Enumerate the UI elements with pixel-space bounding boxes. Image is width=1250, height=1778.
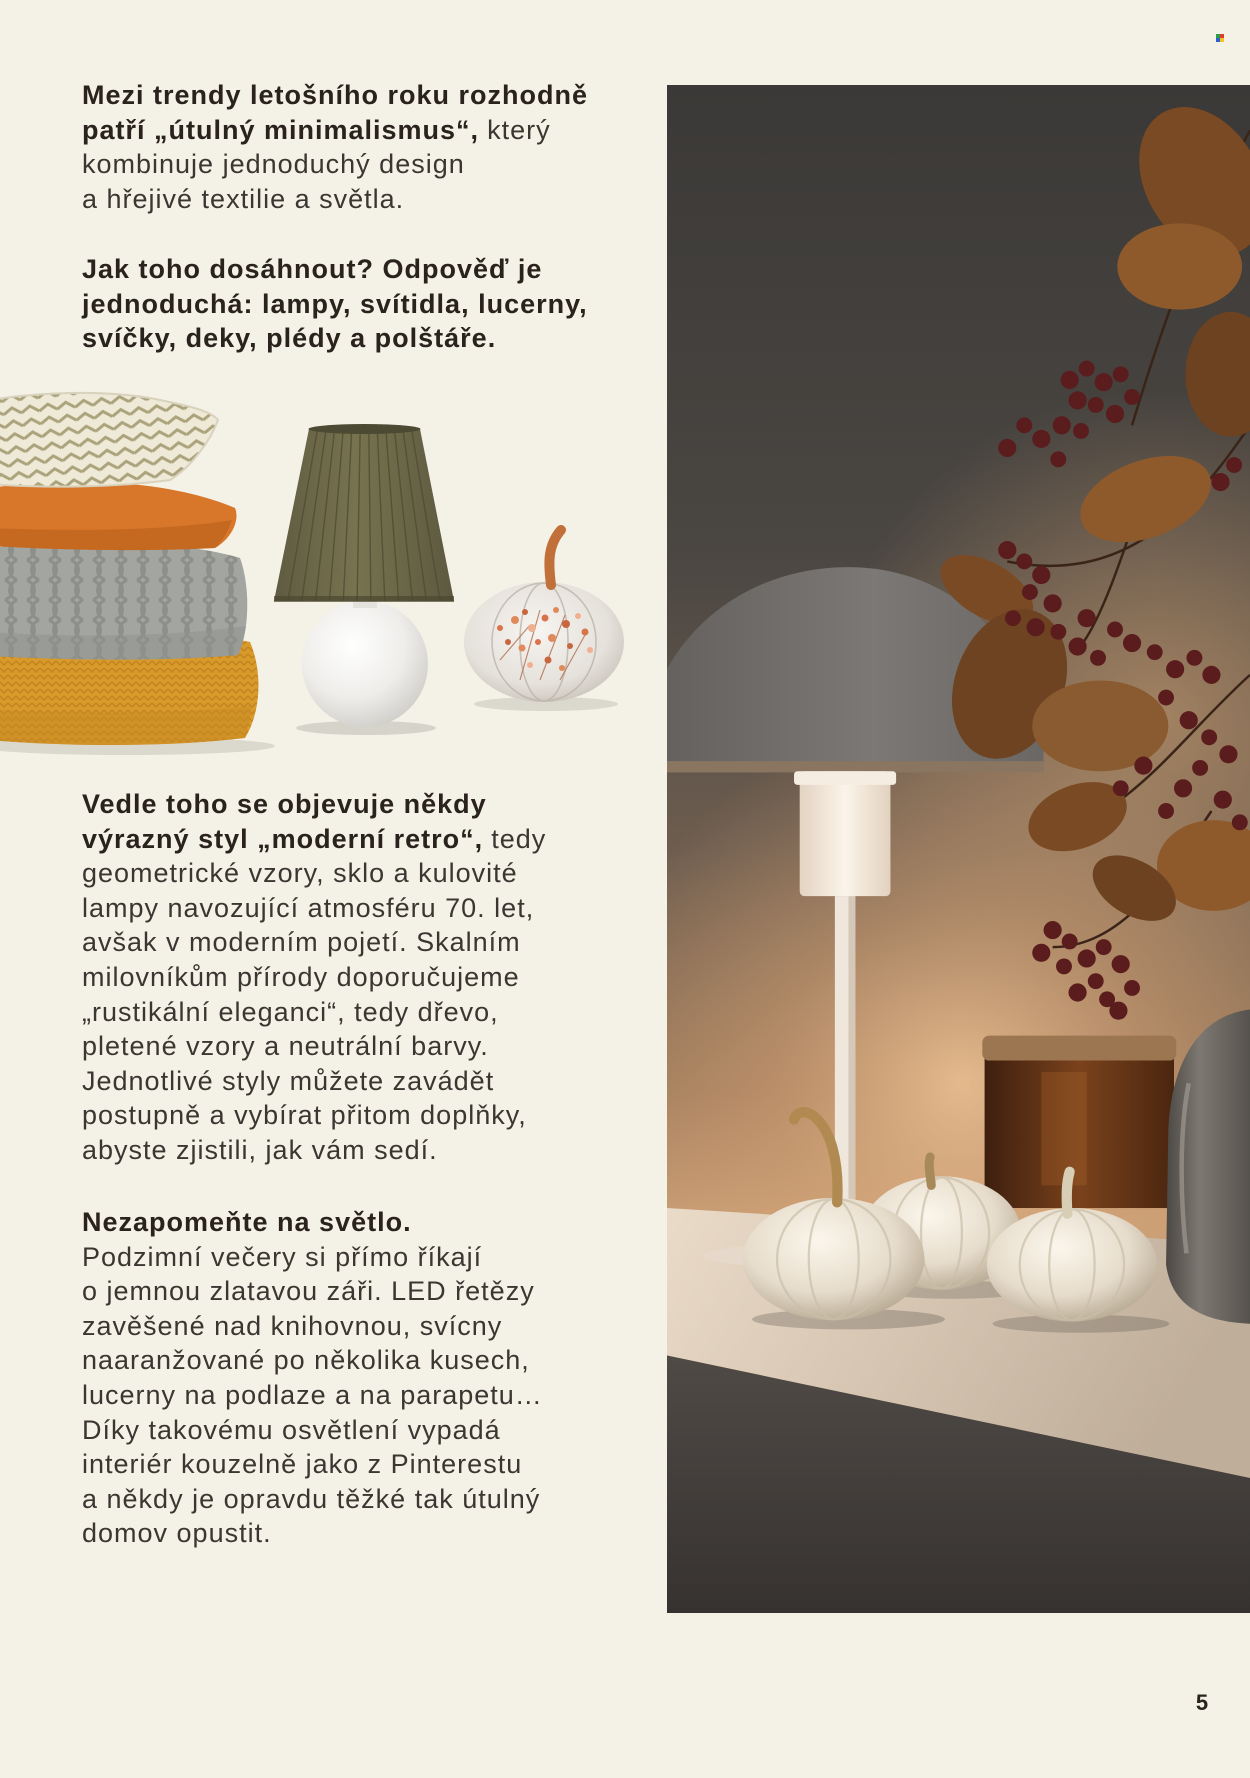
bold-text: patří „útulný minimalismus“,	[82, 114, 480, 145]
text-line	[82, 891, 657, 926]
body-text: lucerny na podlaze a na parapetu…	[82, 1379, 543, 1410]
bold-text: Mezi trendy letošního roku rozhodně	[82, 80, 589, 110]
candle-jar	[982, 1036, 1176, 1208]
retro-paragraph	[82, 787, 657, 1168]
brand-mark-icon	[1216, 34, 1224, 42]
pleated-lamp-image	[274, 424, 454, 735]
body-text: domov opustit.	[82, 1518, 272, 1549]
bold-text: Vedle toho se objevuje někdy	[82, 789, 487, 819]
text-line	[82, 1098, 657, 1133]
bold-text: výrazný styl „moderní retro“,	[82, 823, 484, 854]
text-line	[82, 287, 657, 322]
text-line	[82, 1309, 657, 1344]
body-text: avšak v moderním pojetí. Skalním	[82, 927, 521, 958]
body-text: a někdy je opravdu těžké tak útulný	[82, 1483, 541, 1514]
text-line	[82, 78, 657, 113]
text-line	[82, 1205, 657, 1240]
text-line	[82, 147, 657, 182]
pillow-stack-image	[0, 393, 275, 755]
body-text: zavěšené nad knihovnou, svícny	[82, 1310, 503, 1341]
bold-text: jednoduchá: lampy, svítidla, lucerny,	[82, 288, 588, 319]
text-line	[82, 1413, 657, 1448]
bold-text: Jak toho dosáhnout? Odpověď je	[82, 254, 543, 284]
body-text: kombinuje jednoduchý design	[82, 149, 465, 180]
light-paragraph	[82, 1205, 657, 1551]
text-line	[82, 1029, 657, 1064]
text-line	[82, 787, 657, 822]
text-line	[82, 1482, 657, 1517]
bold-text: Nezapomeňte na světlo.	[82, 1207, 412, 1237]
body-text: interiér kouzelně jako z Pinterestu	[82, 1449, 523, 1480]
body-text: naaranžované po několika kusech,	[82, 1345, 530, 1376]
text-line	[82, 1274, 657, 1309]
intro-paragraph	[82, 78, 657, 216]
body-text: geometrické vzory, sklo a kulovité	[82, 858, 518, 889]
brand-mark-yellow	[1220, 38, 1224, 42]
body-text: Jednotlivé styly můžete zavádět	[82, 1065, 495, 1096]
text-line	[82, 252, 657, 287]
body-text: lampy navozující atmosféru 70. let,	[82, 892, 535, 923]
glass-pumpkin-image	[464, 530, 624, 711]
text-line	[82, 995, 657, 1030]
bold-text: svíčky, deky, plédy a polštáře.	[82, 323, 497, 354]
body-text: „rustikální eleganci“, tedy dřevo,	[82, 996, 499, 1027]
body-text: abyste zjistili, jak vám sedí.	[82, 1134, 438, 1165]
text-line	[82, 1343, 657, 1378]
text-line	[82, 182, 657, 217]
text-line	[82, 113, 657, 148]
text-line	[82, 960, 657, 995]
text-line	[82, 1133, 657, 1168]
text-line	[82, 1378, 657, 1413]
body-text: milovníkům přírody doporučujeme	[82, 961, 520, 992]
body-text: tedy	[491, 823, 547, 854]
product-images	[0, 380, 640, 760]
text-line	[82, 1516, 657, 1551]
body-text: postupně a vybírat přitom doplňky,	[82, 1100, 527, 1131]
question-paragraph	[82, 252, 657, 356]
text-line	[82, 321, 657, 356]
body-text: který	[487, 114, 551, 145]
body-text: Díky takovému osvětlení vypadá	[82, 1414, 501, 1445]
body-text: pletené vzory a neutrální barvy.	[82, 1031, 489, 1062]
text-line	[82, 1447, 657, 1482]
page-number: 5	[1195, 1690, 1209, 1715]
interior-photo	[667, 85, 1250, 1613]
text-line	[82, 1240, 657, 1275]
text-line	[82, 925, 657, 960]
body-text: Podzimní večery si přímo říkají	[82, 1241, 483, 1272]
text-line	[82, 1064, 657, 1099]
text-line	[82, 856, 657, 891]
text-line	[82, 822, 657, 857]
body-text: a hřejivé textilie a světla.	[82, 183, 405, 214]
body-text: o jemnou zlatavou záři. LED řetězy	[82, 1276, 535, 1307]
